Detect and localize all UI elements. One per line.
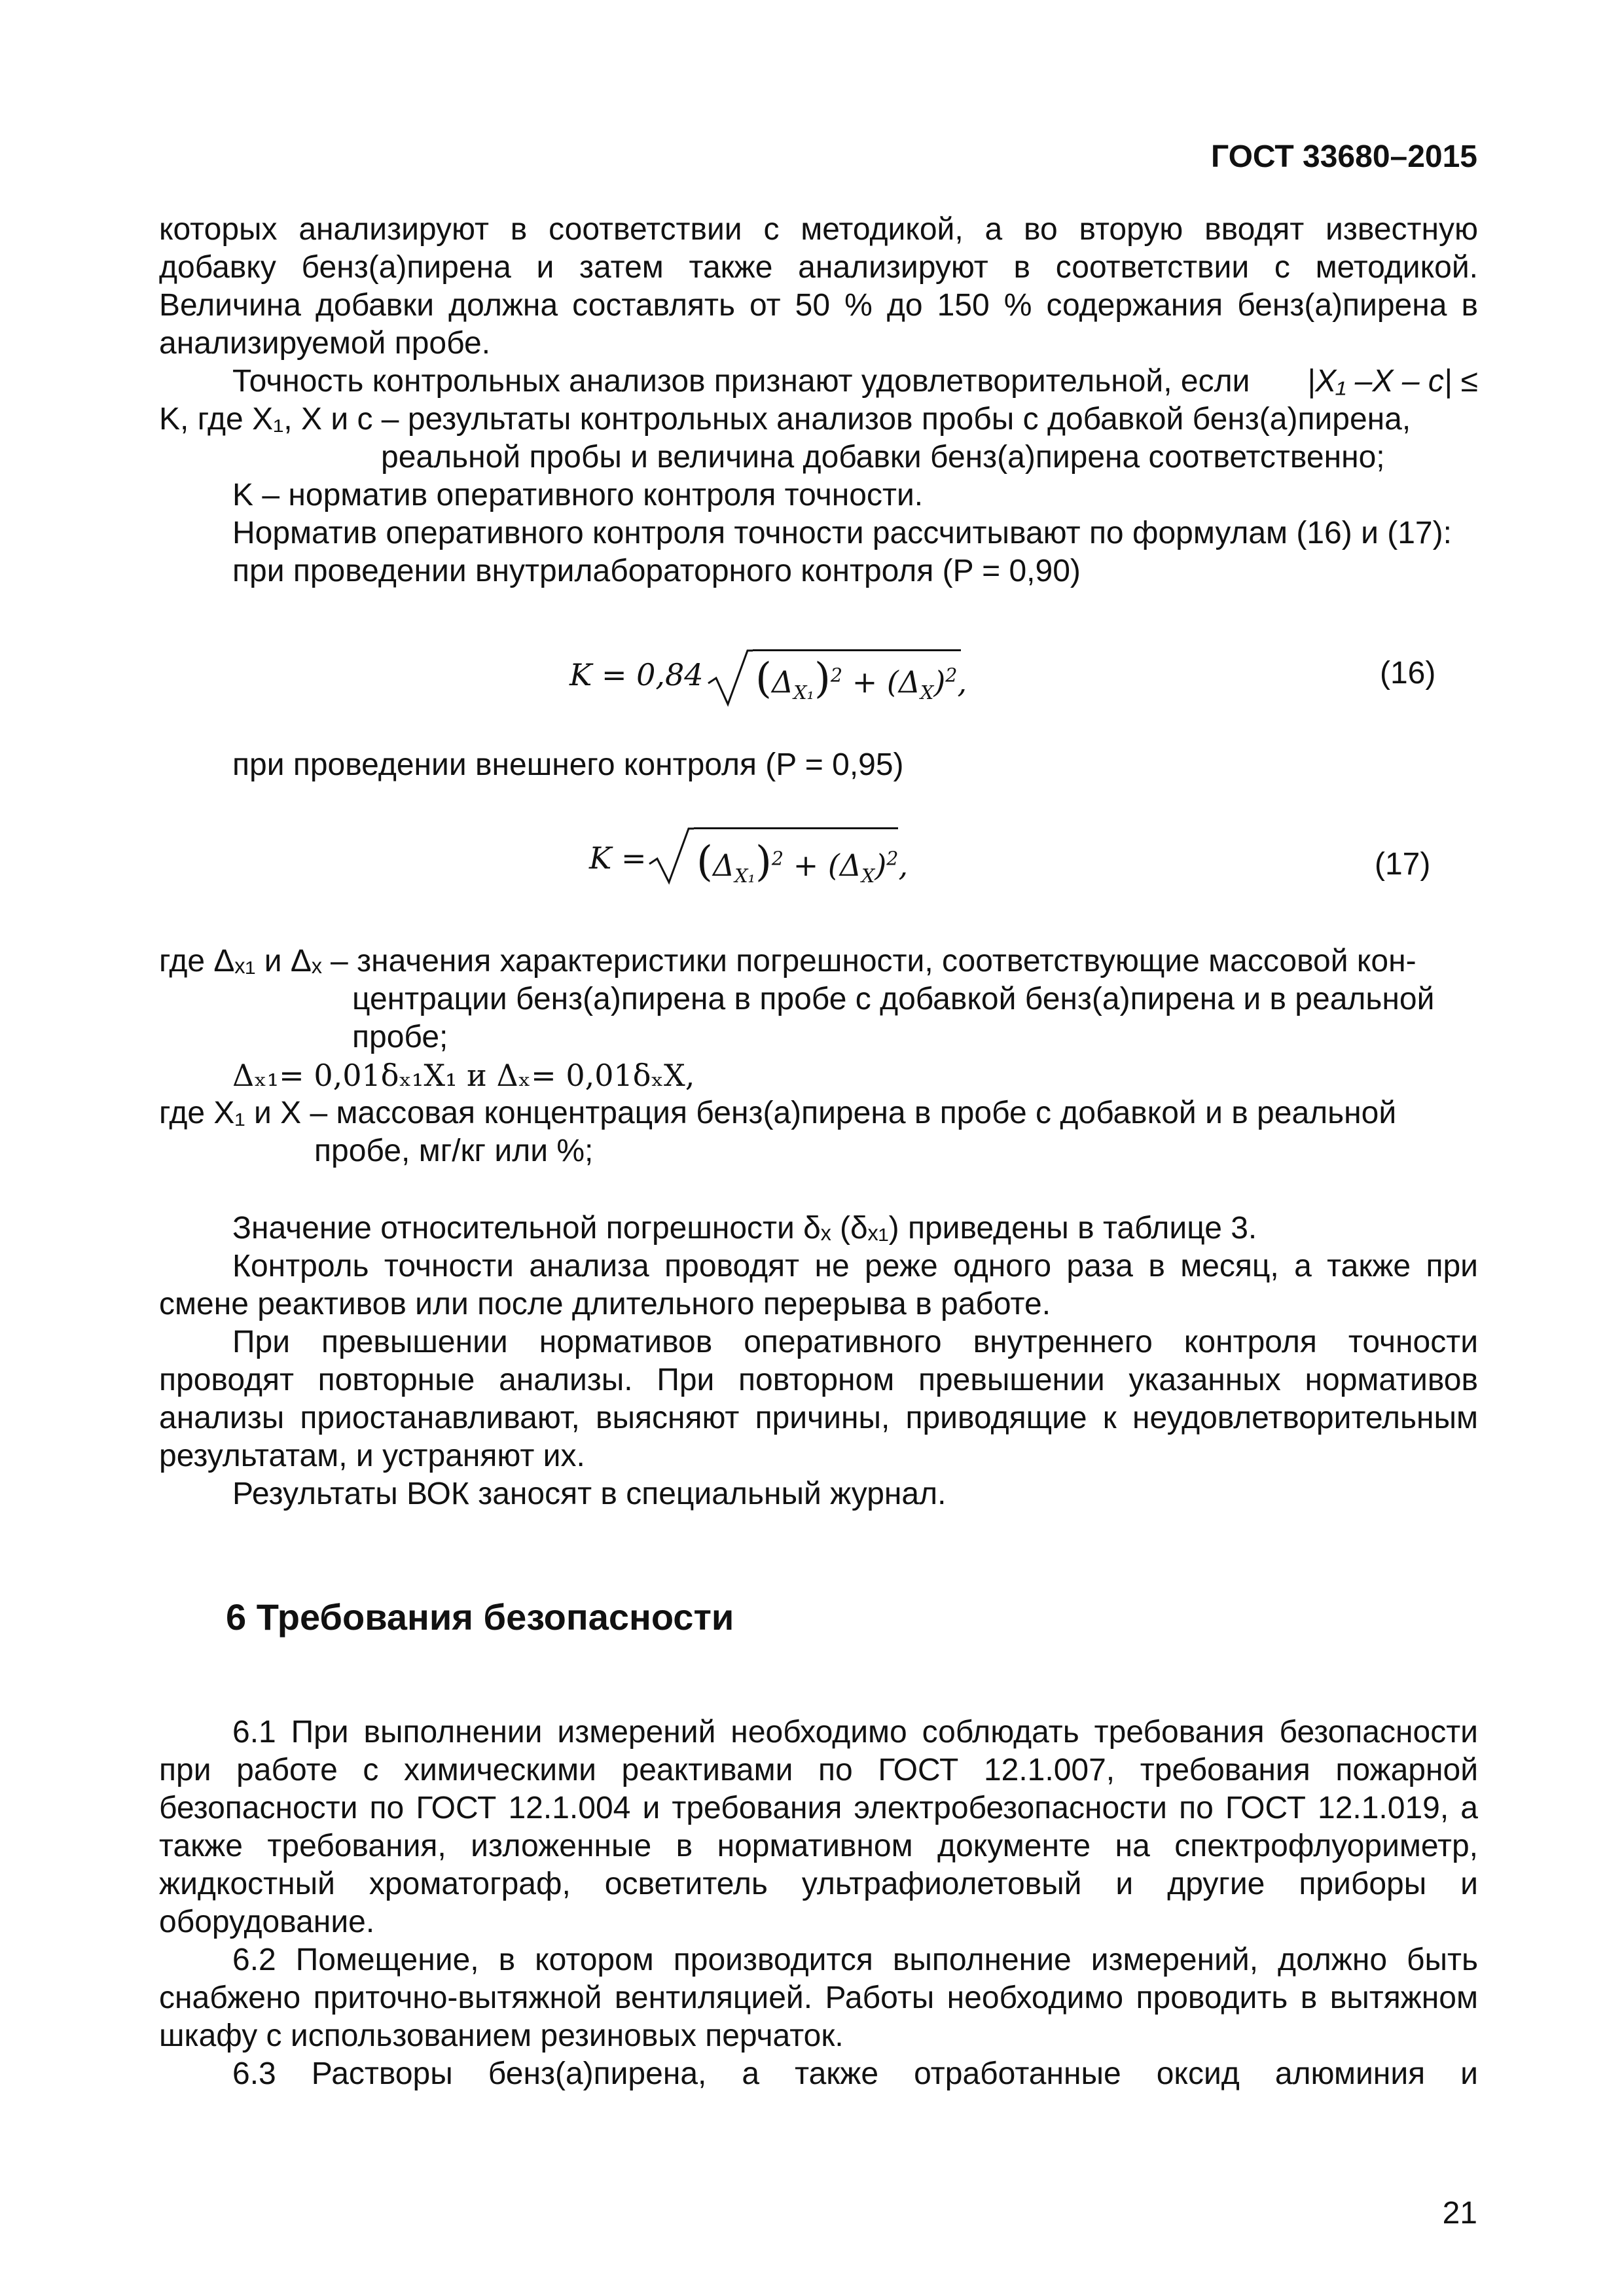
radicand: $(\Delta_{X_1})^2 + (\Delta_X)^2$,	[755, 655, 967, 704]
text-line: центрации бенз(а)пирена в пробе с добавкой бенз(а)пирена и в реальной	[352, 982, 1435, 1016]
formula-lhs: K = 0,84	[569, 657, 704, 692]
text-line: пробе;	[352, 1020, 448, 1054]
text-line: При превышении нормативов оперативного внутреннего контроля точности	[232, 1325, 1478, 1359]
text-line: Норматив оперативного контроля точности рассчитывают по формулам (16) и (17):	[232, 516, 1452, 550]
text-line: результатам, и устраняют их.	[159, 1439, 585, 1473]
radical-bar	[694, 827, 898, 829]
radical-bar	[753, 649, 961, 651]
text-line: анализируемой пробе.	[159, 326, 491, 361]
condition-inequality: |X₁ –X – c| ≤	[1307, 364, 1478, 399]
text-line	[232, 363, 1478, 401]
text-line: безопасности по ГОСТ 12.1.004 и требования электробезопасности по ГОСТ 12.1.019, а	[159, 1791, 1478, 1825]
text-fragment: Точность контрольных анализов признают удовлетворительной, если	[232, 364, 1250, 399]
radicand: $(\Delta_{X_1})^2 + (\Delta_X)^2$,	[696, 838, 909, 888]
text-line: жидкостный хроматограф, осветитель ультрафиолетовый и другие приборы и	[159, 1867, 1478, 1901]
text-line: где Δₓ₁ и Δₓ – значения характеристики погрешности, соответствующие массовой кон-	[159, 944, 1416, 978]
text-line: Результаты ВОК заносят в специальный журнал.	[232, 1477, 947, 1511]
text-line: Величина добавки должна составлять от 50 % до 150 % содержания бенз(а)пирена в	[159, 288, 1478, 323]
formula-lhs: K =	[589, 840, 647, 876]
text-line: при работе с химическими реактивами по ГОСТ 12.1.007, требования пожарной	[159, 1753, 1478, 1787]
section-heading: 6 Требования безопасности	[226, 1596, 734, 1638]
text-line: при проведении внутрилабораторного контроля (P = 0,90)	[232, 554, 1081, 588]
text-line: добавку бенз(а)пирена и затем также анализируют в соответствии с методикой.	[159, 250, 1478, 285]
radical-sign	[648, 825, 694, 885]
standard-header: ГОСТ 33680–2015	[1211, 139, 1477, 174]
radical-sign	[707, 648, 753, 707]
equation-number-17: (17)	[1375, 847, 1431, 882]
formula-17	[589, 825, 909, 888]
text-line: Контроль точности анализа проводят не реже одного раза в месяц, а также при	[232, 1249, 1478, 1283]
text-line: также требования, изложенные в нормативном документе на спектрофлуориметр,	[159, 1829, 1478, 1863]
formula-line: Δₓ₁= 0,01δₓ₁X₁ и Δₓ= 0,01δₓX,	[232, 1058, 695, 1093]
text-line: K, где X₁, X и c – результаты контрольных анализов пробы с добавкой бенз(а)пирена,	[159, 402, 1411, 437]
text-line: где X₁ и X – массовая концентрация бенз(а)пирена в пробе с добавкой и в реальной	[159, 1096, 1397, 1130]
text-line: которых анализируют в соответствии с методикой, а во вторую вводят известную	[159, 212, 1478, 247]
text-line: смене реактивов или после длительного перерыва в работе.	[159, 1287, 1051, 1321]
text-line: 6.3 Растворы бенз(а)пирена, а также отработанные оксид алюминия и	[232, 2056, 1478, 2091]
formula-16	[569, 648, 967, 707]
text-line: шкафу с использованием резиновых перчаток.	[159, 2018, 844, 2053]
text-line: анализы приостанавливают, выясняют причины, приводящие к неудовлетворительным	[159, 1401, 1478, 1435]
page-number: 21	[1442, 2196, 1477, 2231]
text-line: 6.2 Помещение, в котором производится выполнение измерений, должно быть	[232, 1943, 1478, 1977]
text-line: K – норматив оперативного контроля точности.	[232, 478, 924, 512]
text-line: снабжено приточно-вытяжной вентиляцией. Работы необходимо проводить в вытяжном	[159, 1981, 1478, 2015]
text-line: Значение относительной погрешности δₓ (δₓ₁) приведены в таблице 3.	[232, 1211, 1257, 1246]
text-line: оборудование.	[159, 1905, 375, 1939]
text-line: при проведении внешнего контроля (P = 0,95)	[232, 747, 904, 782]
equation-number-16: (16)	[1380, 656, 1436, 691]
text-line: 6.1 При выполнении измерений необходимо соблюдать требования безопасности	[232, 1715, 1478, 1749]
text-line: пробе, мг/кг или %;	[314, 1134, 594, 1168]
text-line: проводят повторные анализы. При повторном превышении указанных нормативов	[159, 1363, 1478, 1397]
text-line: реальной пробы и величина добавки бенз(а)пирена соответственно;	[381, 440, 1385, 475]
